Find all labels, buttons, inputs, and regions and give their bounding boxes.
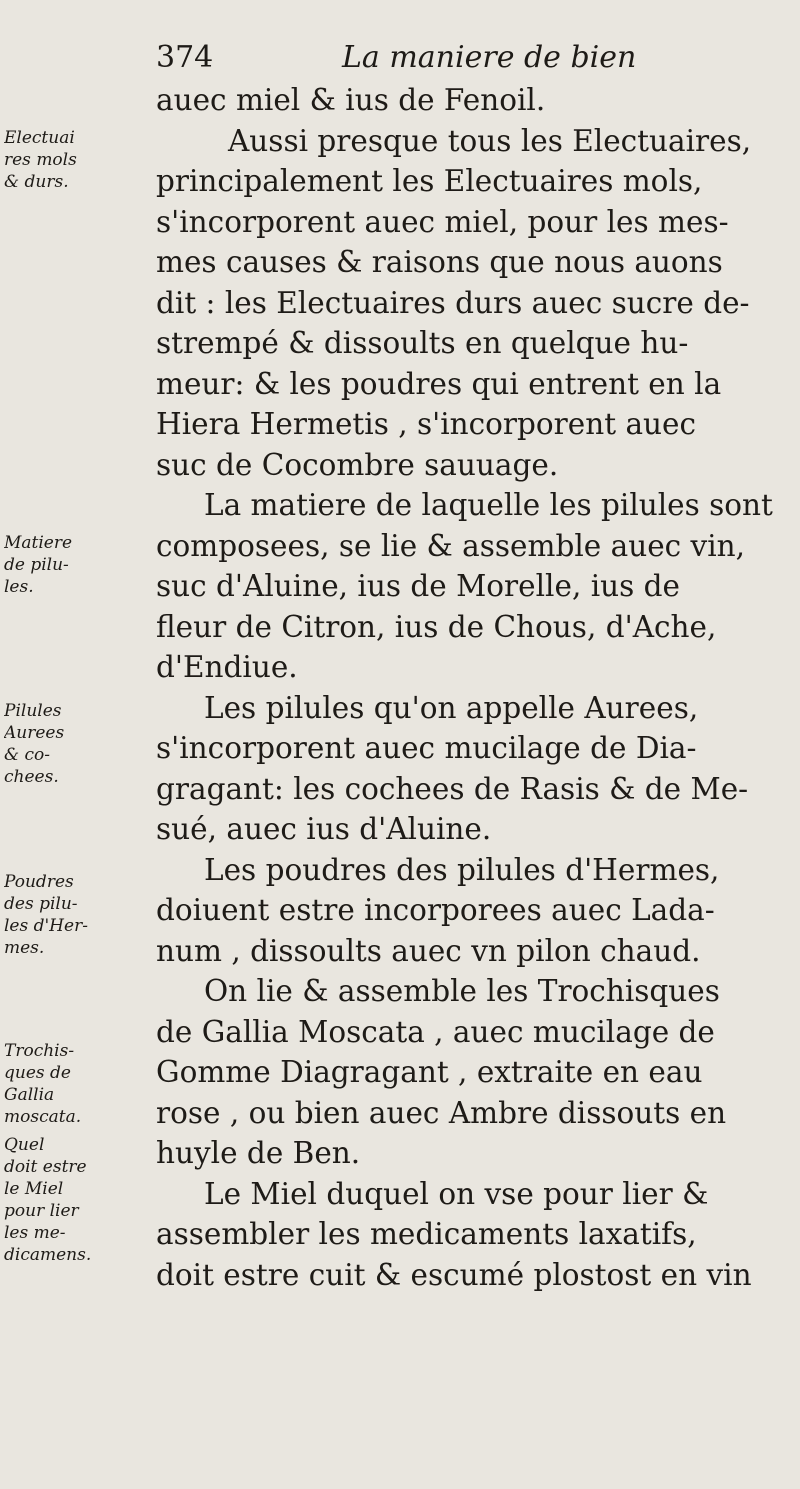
text-line: On lie & assemble les Trochisques [204, 974, 720, 1008]
margin-note-line: chees. [4, 767, 59, 787]
margin-note-line: & co- [4, 745, 51, 765]
margin-note-line: les. [4, 577, 34, 597]
margin-note-miel [4, 1134, 144, 1266]
margin-note-line: moscata. [4, 1107, 82, 1127]
text-line: Les pilules qu'on appelle Aurees, [204, 690, 699, 725]
margin-note-line: Matiere [4, 533, 73, 553]
margin-note-electuaires [4, 127, 144, 193]
margin-note-line: doit estre [4, 1157, 87, 1177]
text-line: huyle de Ben. [156, 1136, 361, 1170]
text-line: dit : les Electuaires durs auec sucre de- [156, 285, 750, 320]
text-line: Le Miel duquel on vse pour lier & [204, 1176, 709, 1211]
margin-note-line: des pilu- [4, 894, 78, 914]
text-line: principalement les Electuaires mols, [156, 164, 703, 198]
text-line: d'Endiue. [156, 650, 298, 684]
text-line: doit estre cuit & escumé plostost en vin [156, 1257, 752, 1292]
margin-note-poudres [4, 871, 144, 959]
margin-note-line: les me- [4, 1223, 66, 1243]
text-line: fleur de Citron, ius de Chous, d'Ache, [156, 609, 717, 644]
margin-note-matiere [4, 532, 144, 598]
margin-note-line: pour lier [4, 1201, 79, 1221]
margin-note-line: mes. [4, 938, 45, 958]
text-line: Gomme Diagragant , extraite en eau [156, 1055, 703, 1089]
text-line: auec miel & ius de Fenoil. [156, 83, 546, 117]
text-line: num , dissoults auec vn pilon chaud. [156, 933, 701, 968]
margin-note-line: les d'Her- [4, 916, 88, 936]
text-line: composees, se lie & assemble auec vin, [156, 528, 746, 563]
text-line: Les poudres des pilules d'Hermes, [204, 852, 720, 887]
text-line: strempé & dissoults en quelque hu- [156, 326, 689, 360]
margin-note-line: Quel [4, 1135, 45, 1155]
text-line: La matiere de laquelle les pilules sont [204, 488, 773, 522]
margin-note-trochisques [4, 1040, 144, 1128]
main-text [156, 80, 796, 1295]
margin-note-line: le Miel [4, 1179, 64, 1199]
margin-note-line: Aurees [4, 723, 65, 743]
text-line: rose , ou bien auec Ambre dissouts en [156, 1095, 727, 1130]
running-title: La maniere de bien [342, 40, 637, 75]
text-line: Aussi presque tous les Electuaires, [228, 123, 752, 158]
margin-note-line: ques de [4, 1063, 71, 1083]
text-line: s'incorporent auec miel, pour les mes- [156, 204, 729, 239]
text-line: gragant: les cochees de Rasis & de Me- [156, 771, 749, 806]
text-line: sué, auec ius d'Aluine. [156, 812, 492, 846]
text-line: s'incorporent auec mucilage de Dia- [156, 731, 697, 765]
text-line: suc de Cocombre sauuage. [156, 447, 559, 482]
margin-note-pilules [4, 700, 144, 788]
margin-note-line: de pilu- [4, 555, 69, 575]
margin-note-line: & durs. [4, 172, 69, 192]
margin-note-line: dicamens. [4, 1245, 92, 1265]
text-line: doiuent estre incorporees auec Lada- [156, 893, 715, 927]
text-line: meur: & les poudres qui entrent en la [156, 366, 722, 401]
text-line: suc d'Aluine, ius de Morelle, ius de [156, 569, 680, 603]
text-line: mes causes & raisons que nous auons [156, 245, 723, 279]
text-line: Hiera Hermetis , s'incorporent auec [156, 407, 697, 441]
page-number: 374 [156, 40, 214, 75]
margin-note-line: Poudres [4, 872, 74, 892]
margin-note-line: Gallia [4, 1085, 55, 1105]
text-line: de Gallia Moscata , auec mucilage de [156, 1014, 715, 1049]
margin-note-line: res mols [4, 150, 77, 170]
text-line: assembler les medicaments laxatifs, [156, 1217, 697, 1251]
margin-note-line: Trochis- [4, 1041, 75, 1061]
margin-note-line: Pilules [4, 701, 62, 721]
margin-note-line: Electuai [4, 128, 75, 148]
